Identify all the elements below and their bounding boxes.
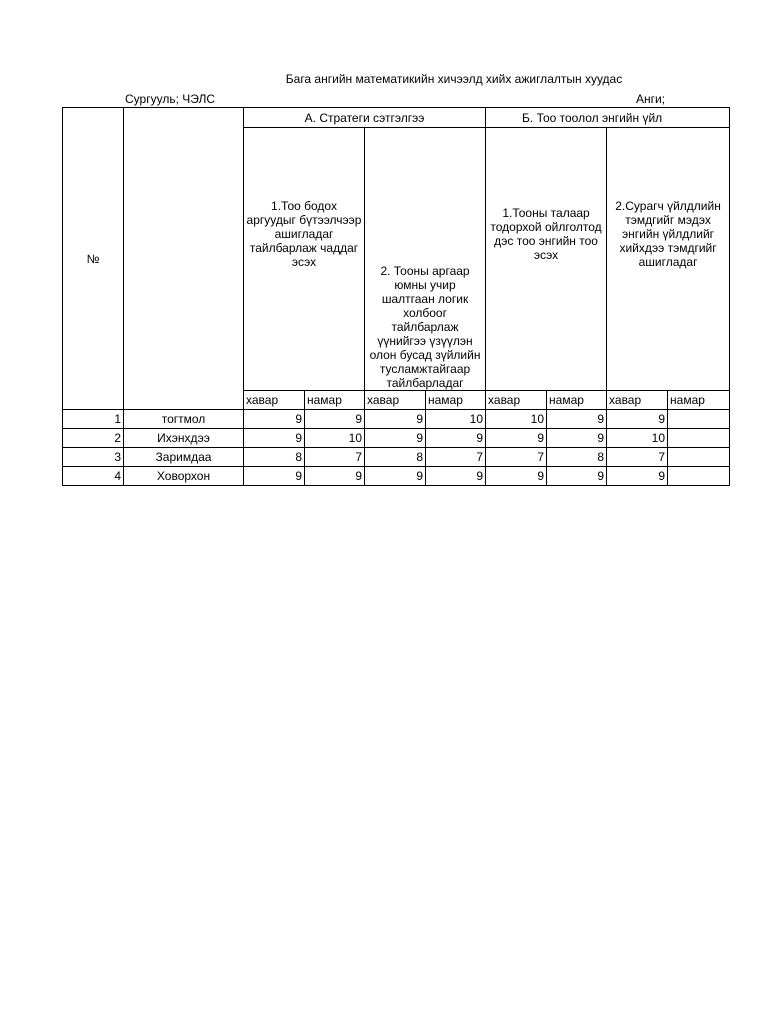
table-row <box>63 448 730 467</box>
table-row <box>63 467 730 486</box>
row-name: тогтмол <box>124 410 244 429</box>
score-cell <box>668 410 730 429</box>
score-cell <box>668 467 730 486</box>
score-cell: 10 <box>426 410 486 429</box>
school-label: Сургууль; ЧЭЛС <box>125 92 216 106</box>
score-cell: 9 <box>607 410 668 429</box>
score-cell: 9 <box>365 467 426 486</box>
grade-label: Анги; <box>636 92 666 106</box>
row-number: 2 <box>63 429 124 448</box>
score-cell <box>668 448 730 467</box>
score-cell: 9 <box>547 429 607 448</box>
score-cell: 10 <box>486 410 547 429</box>
score-cell: 7 <box>305 448 365 467</box>
score-cell: 10 <box>305 429 365 448</box>
criterion-b2: 2.Сурагч үйлдлийн тэмдгийг мэдэх энгийн үйлдлийг хийхдээ тэмдгийг ашигладаг <box>607 128 730 391</box>
season-header: хавар <box>365 391 426 410</box>
season-header: намар <box>426 391 486 410</box>
score-cell: 10 <box>607 429 668 448</box>
score-cell: 9 <box>607 467 668 486</box>
row-name: Ховорхон <box>124 467 244 486</box>
score-cell: 7 <box>426 448 486 467</box>
score-cell: 9 <box>305 467 365 486</box>
score-cell: 9 <box>486 467 547 486</box>
criterion-b1: 1.Тооны талаар тодорхой ойлголтод дэс тоо энгийн тоо эсэх <box>486 128 607 391</box>
score-cell: 9 <box>547 467 607 486</box>
section-a-header: А. Стратеги сэтгэлгээ <box>244 108 486 128</box>
score-cell: 9 <box>305 410 365 429</box>
name-header <box>124 108 244 410</box>
row-number: 4 <box>63 467 124 486</box>
season-header: хавар <box>244 391 305 410</box>
criterion-a1: 1.Тоо бодох аргуудыг бүтээлчээр ашигладаг тайлбарлаж чаддаг эсэх <box>244 128 365 391</box>
row-name: Заримдаа <box>124 448 244 467</box>
row-number: 3 <box>63 448 124 467</box>
season-header: хавар <box>607 391 668 410</box>
row-name: Ихэнхдээ <box>124 429 244 448</box>
score-cell: 7 <box>486 448 547 467</box>
score-cell: 8 <box>365 448 426 467</box>
page-title: Бага ангийн математикийн хичээлд хийх ажиглалтын хуудас <box>285 72 623 86</box>
table-row <box>63 429 730 448</box>
season-header: хавар <box>486 391 547 410</box>
score-cell: 9 <box>365 429 426 448</box>
season-header: намар <box>547 391 607 410</box>
number-header: № <box>63 108 124 410</box>
section-b-header: Б. Тоо тоолол энгийн үйл <box>486 108 730 128</box>
season-header: намар <box>305 391 365 410</box>
score-cell <box>668 429 730 448</box>
table-row <box>63 410 730 429</box>
score-cell: 9 <box>244 467 305 486</box>
observation-table <box>62 107 730 486</box>
row-number: 1 <box>63 410 124 429</box>
score-cell: 9 <box>547 410 607 429</box>
score-cell: 8 <box>244 448 305 467</box>
score-cell: 9 <box>244 429 305 448</box>
criterion-a2: 2. Тооны аргаар юмны учир шалтгаан логик холбоог тайлбарлаж үүнийгээ үзүүлэн олон бусад зүйлийн тусламжтайгаар тайлбарладаг <box>365 128 486 391</box>
score-cell: 9 <box>244 410 305 429</box>
observation-table-wrapper <box>62 107 721 483</box>
score-cell: 7 <box>607 448 668 467</box>
score-cell: 9 <box>486 429 547 448</box>
season-header: намар <box>668 391 730 410</box>
score-cell: 9 <box>365 410 426 429</box>
score-cell: 9 <box>426 429 486 448</box>
score-cell: 9 <box>426 467 486 486</box>
score-cell: 8 <box>547 448 607 467</box>
